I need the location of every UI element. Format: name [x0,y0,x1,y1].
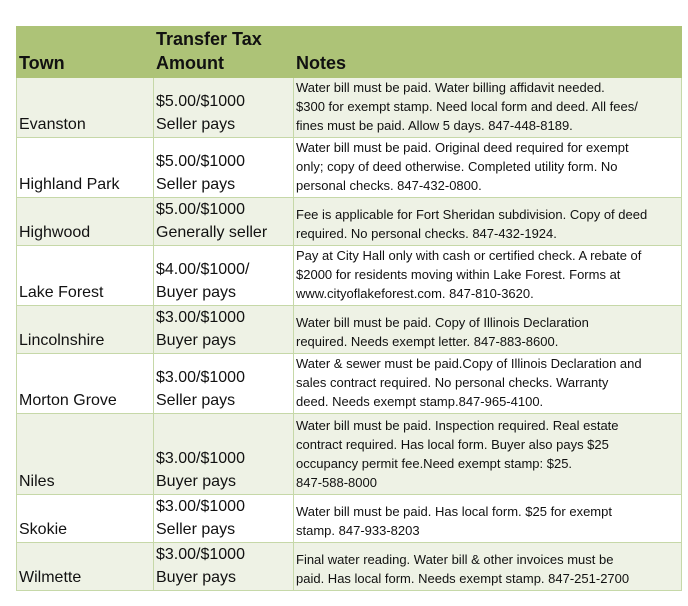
notes-line: required. Needs exempt letter. 847-883-8600. [296,334,559,349]
notes-cell [294,78,682,138]
notes-cell [294,543,682,591]
amount-line: $3.00/$1000 [156,498,245,515]
town-cell: Highland Park [17,138,154,198]
table-row [17,414,682,495]
amount-line: Buyer pays [156,332,237,349]
notes-line: Fee is applicable for Fort Sheridan subdivision. Copy of deed [296,207,648,222]
table-row [17,138,682,198]
header-amount [154,27,294,78]
table-row [17,543,682,591]
notes-line: paid. Has local form. Needs exempt stamp. 847-251-2700 [296,571,630,586]
amount-cell [154,138,294,198]
table-row [17,306,682,354]
amount-cell [154,78,294,138]
table-row [17,78,682,138]
town-cell: Morton Grove [17,354,154,414]
notes-cell [294,138,682,198]
amount-line: Seller pays [156,176,236,193]
amount-line: Generally seller [156,224,268,241]
town-cell: Lake Forest [17,246,154,306]
notes-line: personal checks. 847-432-0800. [296,178,482,193]
notes-cell [294,306,682,354]
amount-cell [154,306,294,354]
table-body [17,78,682,591]
amount-line: Seller pays [156,116,236,133]
town-cell: Wilmette [17,543,154,591]
notes-line: Water & sewer must be paid.Copy of Illinois Declaration and [296,356,642,371]
notes-line: stamp. 847-933-8203 [296,523,420,538]
amount-line: Buyer pays [156,284,237,301]
amount-line: $4.00/$1000/ [156,261,250,278]
amount-cell [154,414,294,495]
notes-line: contract required. Has local form. Buyer also pays $25 [296,437,609,452]
amount-line: $3.00/$1000 [156,546,245,563]
town-cell: Niles [17,414,154,495]
table-row [17,246,682,306]
notes-line: Water bill must be paid. Copy of Illinois Declaration [296,315,589,330]
notes-line: only; copy of deed otherwise. Completed utility form. No [296,159,618,174]
amount-line: $3.00/$1000 [156,369,245,386]
notes-line: Pay at City Hall only with cash or certified check. A rebate of [296,248,642,263]
notes-line: Water bill must be paid. Water billing affidavit needed. [296,80,605,95]
header-row [17,27,682,78]
notes-line: $300 for exempt stamp. Need local form and deed. All fees/ [296,99,638,114]
notes-line: 847-588-8000 [296,475,377,490]
amount-line: Seller pays [156,521,236,538]
amount-line: $5.00/$1000 [156,201,245,218]
table-row [17,354,682,414]
town-cell: Skokie [17,495,154,543]
notes-line: Water bill must be paid. Original deed required for exempt [296,140,629,155]
table-row [17,495,682,543]
notes-line: $2000 for residents moving within Lake Forest. Forms at [296,267,621,282]
notes-cell [294,198,682,246]
amount-line: $3.00/$1000 [156,450,245,467]
notes-line: fines must be paid. Allow 5 days. 847-448-8189. [296,118,573,133]
header-notes: Notes [294,27,682,78]
notes-cell [294,354,682,414]
header-amount-line2: Amount [156,53,224,73]
amount-line: Buyer pays [156,473,237,490]
amount-cell [154,198,294,246]
table-row [17,198,682,246]
amount-cell [154,495,294,543]
amount-line: $5.00/$1000 [156,153,245,170]
header-town: Town [17,27,154,78]
notes-line: www.cityoflakeforest.com. 847-810-3620. [296,286,534,301]
town-cell: Highwood [17,198,154,246]
amount-line: Seller pays [156,392,236,409]
amount-line: $5.00/$1000 [156,93,245,110]
amount-line: Buyer pays [156,569,237,586]
amount-line: $3.00/$1000 [156,309,245,326]
amount-cell [154,246,294,306]
notes-cell [294,246,682,306]
town-cell: Evanston [17,78,154,138]
notes-cell [294,495,682,543]
amount-cell [154,543,294,591]
amount-cell [154,354,294,414]
notes-line: Water bill must be paid. Has local form. $25 for exempt [296,504,612,519]
notes-cell [294,414,682,495]
town-cell: Lincolnshire [17,306,154,354]
notes-line: occupancy permit fee.Need exempt stamp: $25. [296,456,573,471]
notes-line: required. No personal checks. 847-432-1924. [296,226,557,241]
transfer-tax-table [16,26,682,591]
notes-line: Final water reading. Water bill & other invoices must be [296,552,614,567]
notes-line: sales contract required. No personal checks. Warranty [296,375,609,390]
notes-line: Water bill must be paid. Inspection required. Real estate [296,418,619,433]
notes-line: deed. Needs exempt stamp.847-965-4100. [296,394,544,409]
header-amount-line1: Transfer Tax [156,29,262,49]
